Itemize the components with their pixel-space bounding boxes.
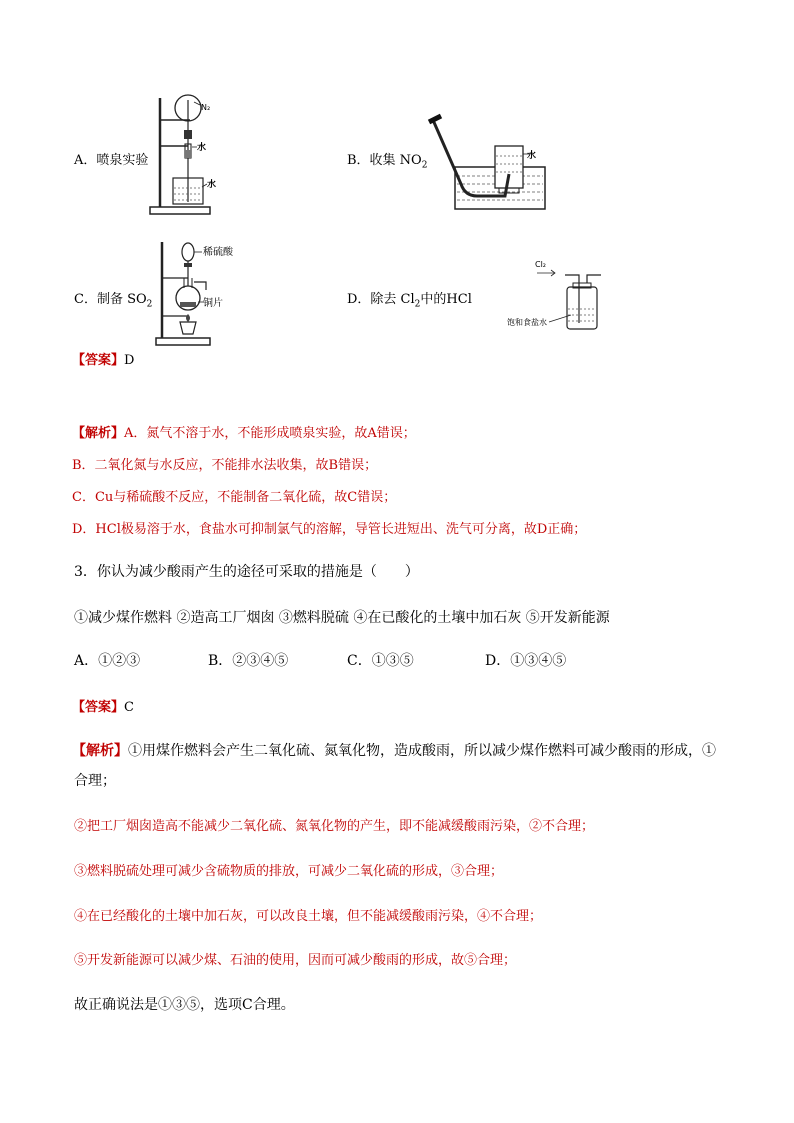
q3-choice-b: B．②③④⑤	[208, 653, 289, 669]
option-c-label: C．制备 $SO_2$	[74, 292, 153, 310]
q3-stem: 3．你认为减少酸雨产生的途径可采取的措施是（ ）	[74, 564, 419, 580]
option-b-label: B．收集 $NO_2$	[347, 153, 428, 171]
q3-answer: 【答案】C	[72, 700, 134, 715]
q2-analysis-line-a: 【解析】A．氮气不溶于水，不能形成喷泉实验，故A错误；	[72, 426, 416, 441]
label-brine: 饱和食盐水	[507, 318, 547, 327]
label-water-2: 水	[207, 180, 217, 190]
label-copper: 铜片	[203, 298, 223, 309]
figure-b-collect-no2	[425, 112, 555, 212]
q3-analysis-line-2: ②把工厂烟囱造高不能减少二氧化硫、氮氧化物的产生，即不能减缓酸雨污染，②不合理；	[74, 819, 595, 834]
q3-measures: ①减少煤作燃料 ②造高工厂烟囱 ③燃料脱硫 ④在已酸化的土壤中加石灰 ⑤开发新能源	[74, 610, 610, 626]
q3-analysis-line-3: ③燃料脱硫处理可减少含硫物质的排放，可减少二氧化硫的形成，③合理；	[74, 864, 504, 879]
label-water-1: 水	[197, 143, 207, 153]
label-dilute-sulfuric-acid: 稀硫酸	[203, 247, 233, 258]
figure-c-prepare-so2	[150, 238, 250, 348]
figure-a-fountain	[140, 92, 230, 217]
q3-analysis-first-cont: 合理；	[74, 773, 116, 789]
q3-analysis-first: 【解析】①用煤作燃料会产生二氧化硫、氮氧化物，造成酸雨，所以减少煤作燃料可减少酸雨的形成，①	[72, 743, 716, 759]
label-water-b: 水	[527, 151, 537, 161]
q3-choice-a: A．①②③	[74, 653, 141, 669]
q3-choice-d: D．①③④⑤	[485, 653, 567, 669]
q2-analysis-line-b: B．二氧化氮与水反应，不能排水法收集，故B错误；	[72, 458, 378, 473]
q3-conclusion: 故正确说法是①③⑤，选项C合理。	[74, 997, 295, 1013]
option-d-label: D．除去 $Cl_2$中的HCl	[347, 292, 472, 310]
q3-analysis-line-5: ⑤开发新能源可以减少煤、石油的使用，因而可减少酸雨的形成，故⑤合理；	[74, 953, 517, 968]
q3-analysis-line-4: ④在已经酸化的土壤中加石灰，可以改良土壤，但不能减缓酸雨污染，④不合理；	[74, 909, 543, 924]
label-n2: N₂	[201, 103, 211, 112]
q2-analysis-line-d: D．HCl极易溶于水，食盐水可抑制氯气的溶解，导管长进短出、洗气可分离，故D正确；	[72, 522, 587, 537]
label-cl2: Cl₂	[535, 260, 547, 269]
q2-answer: 【答案】D	[72, 353, 135, 368]
figure-d-remove-hcl	[505, 255, 605, 335]
q3-choice-c: C．①③⑤	[347, 653, 414, 669]
option-a-label: A．喷泉实验	[74, 153, 149, 168]
q2-analysis-line-c: C．Cu与稀硫酸不反应，不能制备二氧化硫，故C错误；	[72, 490, 397, 505]
